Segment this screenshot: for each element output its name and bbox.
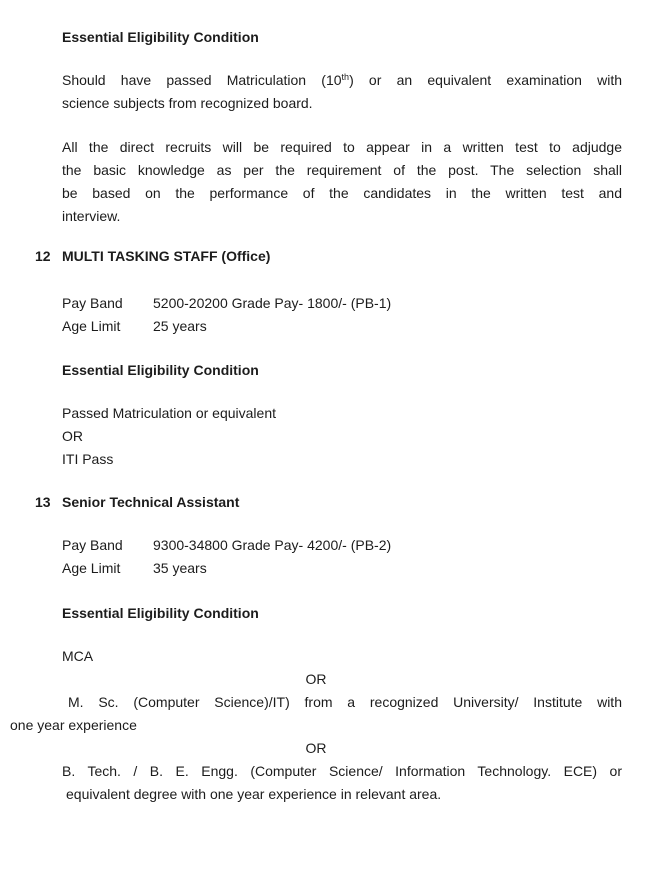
section-12-number: 12 <box>35 248 51 264</box>
text-line: science subjects from recognized board. <box>62 95 313 111</box>
eligibility-line-btech-cont: equivalent degree with one year experience in relevant area. <box>66 786 442 802</box>
section-12-title: MULTI TASKING STAFF (Office) <box>62 248 271 264</box>
age-limit-row <box>62 315 622 338</box>
superscript-th: th <box>341 72 350 82</box>
section-12-eligibility-list <box>62 402 622 471</box>
text-line: interview. <box>62 208 121 224</box>
or-separator: OR <box>62 428 83 444</box>
section-13-eligibility-heading: Essential Eligibility Condition <box>62 605 259 621</box>
age-limit-label: Age Limit <box>62 560 121 576</box>
age-limit-value: 25 years <box>153 318 207 334</box>
section-13-heading <box>35 491 622 514</box>
pay-band-label: Pay Band <box>62 295 123 311</box>
section-13-eligibility-list <box>10 645 622 806</box>
pay-band-row <box>62 534 622 557</box>
or-separator: OR <box>305 740 327 756</box>
section-12-heading <box>35 245 622 268</box>
section-13-details <box>62 534 622 580</box>
age-limit-value: 35 years <box>153 560 207 576</box>
text-line <box>62 69 622 92</box>
eligibility-line-msc-cont: one year experience <box>10 717 137 733</box>
pay-band-label: Pay Band <box>62 537 123 553</box>
intro-paragraph-written-test <box>62 136 622 228</box>
pay-band-row <box>62 292 622 315</box>
intro-eligibility-heading: Essential Eligibility Condition <box>62 29 259 45</box>
text-line: be based on the performance of the candidates in the written test and <box>62 185 622 201</box>
section-13-title: Senior Technical Assistant <box>62 494 240 510</box>
eligibility-line: ITI Pass <box>62 451 114 467</box>
text-line: the basic knowledge as per the requirement of the post. The selection shall <box>62 162 622 178</box>
section-12-eligibility-heading: Essential Eligibility Condition <box>62 362 259 378</box>
age-limit-row <box>62 557 622 580</box>
text-line: All the direct recruits will be required to appear in a written test to adjudge <box>62 139 622 155</box>
eligibility-line-btech: B. Tech. / B. E. Engg. (Computer Science/ Information Technology. ECE) or <box>62 763 622 779</box>
eligibility-line: Passed Matriculation or equivalent <box>62 405 277 421</box>
pay-band-value: 9300-34800 Grade Pay- 4200/- (PB-2) <box>153 537 392 553</box>
section-13-number: 13 <box>35 494 51 510</box>
text-segment: ) or an equivalent examination with <box>349 72 623 88</box>
or-separator: OR <box>305 671 327 687</box>
text-segment: Should have passed Matriculation (10 <box>62 72 342 88</box>
section-12-details <box>62 292 622 338</box>
eligibility-line-mca: MCA <box>62 648 94 664</box>
eligibility-line-msc: M. Sc. (Computer Science)/IT) from a recognized University/ Institute with <box>68 694 622 710</box>
pay-band-value: 5200-20200 Grade Pay- 1800/- (PB-1) <box>153 295 392 311</box>
intro-paragraph-matriculation <box>62 69 622 115</box>
age-limit-label: Age Limit <box>62 318 121 334</box>
